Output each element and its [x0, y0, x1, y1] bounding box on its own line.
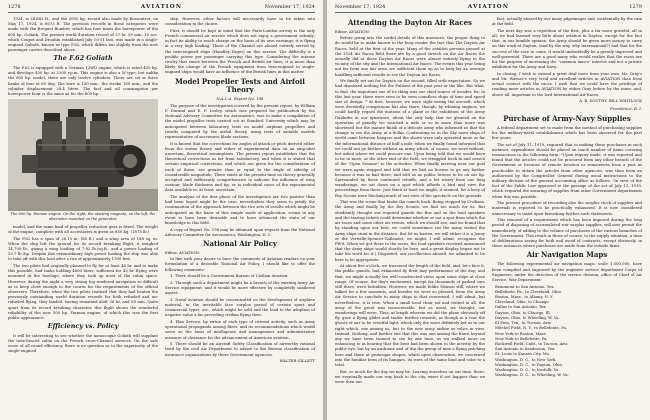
body-paragraph: The next day was a repetition of the first, plus a far more grateful, all in all, we had learned very little about aviation in Dayton, except for the fact that, in our humble opinion, the Army should be given more money to carry on this work at Dayton, (and by the way, why International?) and that for the success of the race to come, it would undoubtedly be a greatly improved and well-governed. There are a good many who would realize that the races are for the purpose of increasing the "common man's" interest and not a private exhibition for the Army and Navy.: [492, 27, 642, 70]
body-paragraph: The F.62 is equipped with a German 12WD engine, which is rated 400 hp. and develops 450 hp. at 2200 r.p.m. This engine is also a W type, but unlike the 600 hp. model, there are only twelve cylinders. There are set in three banks of four at 60 deg. The bore is 130 mm., the stroke 180 mm., and the cylinder displacement 28.4 liters. The fuel and oil consumption per horsepower hour is the same as for the 600 hp.: [8, 64, 158, 96]
body-paragraph: In closing, I wish to extend a great deal more from your own, Mr. Gray's and Mr. Warner's very vivid and excellent articles in AVIATION than from actual contact with the races. I wish that we could have the privilege of reading more articles in AVIATION by either Gray before by the inner, and, above all, important to the lord International Air Races.: [492, 70, 642, 97]
route-item: San Antonio to Sanderson, Tex.: [495, 346, 556, 352]
right-column-1: [335, 16, 485, 386]
article-title-propeller: Model Propeller Tests and Airfoil Theory: [175, 76, 305, 94]
route-item: St. Louis to Kansas City, Mo.: [495, 351, 551, 357]
article-title-dayton: Attending the Dayton Air Races: [348, 18, 472, 27]
engine-illustration: [8, 99, 158, 211]
article-title-maps: Air Navigation Maps: [526, 250, 608, 260]
body-paragraph: 2. Through such a department might be a breach of the existing Army Air Service equipment, and it would be more effective by completely sundered aspect.: [165, 279, 315, 296]
issue-date: November 17, 1924: [335, 4, 386, 10]
body-paragraph: The two pilots had originally planned to fly for at least 48 hr. and to make this possible, had tanks holding 4800 liters, sufficient for 45 hr. flying were mounted in the fuselage, where they took up most of the cabin space. However, during the night a very strong fog rendered navigation so difficult as to keep close enough to the course for the requirements of the official observers. Therefore, when the two pilots realized that they had beaten the previously outstanding world duration records for both refueled and un-refueled flying, they landed, having remained aloft 38 hr. and 59 min. Quite apart from its record breaking character, this flight shows the wonderful reliability of the new 500 hp. Farman engine, of which this was the first public appearance.: [8, 262, 158, 320]
route-item: New York to Bellefonte, Pa.: [495, 335, 548, 341]
route-item: Rockwell Field, Calif., to Tucson, Ariz.: [495, 340, 569, 346]
left-column-2: [165, 16, 315, 366]
route-item: Dayton, Ohio, to Wheeling, W. Va.: [495, 314, 560, 320]
photo-caption: The 600 hp. Farman engine. On the right, the starting magneto; on the left, the alternator mounted on the generator.: [10, 212, 156, 221]
body-paragraph: The act of July 11, 1919, required that in making these purchases in such instance, expenditure should be placed on much number of items covering transactions in the following form: "Upon inquiry made, it was reported and found that the articles could not be procured from any other branch of the Government or because of remote location or remoteness from a post as practicable to obtain the articles from other agencies, was then from an authorised by the Comptroller General during usual instructions to the military division of the general accounting office as follows: "In view of the fact of the Public Law approved to the passage of the act of July 11, 1919, which required the assuring of supplies from other Government departments when this was possible.: [492, 141, 642, 199]
body-paragraph: We finally set out for Dayton on the second, filled with expectation. So we had dismissed nothing but the Pulitzer of the past year or the like. But what, to find, the important one of its thing was our chief source of wonder, for, in this last year, there were seen to be seen countless ships of time and speed size of design. * At first, however, we were sight-seeing the aircraft, which were decidedly conspicuous but also there, though, by whining engines, we could hardly regard the motions of a plane or the exhibition of the Army Dunkirks in our ignorance, about the only help that we gleaned on the operation of penalty we watched a mile or so in more than more was shortened but the mature finish of a delicate army who informed us that the change to see the Army, at a dollar. Confronting us in the Sky more ships of world came between hangers and the shows were only operated more or far the informational distance of half a mile, when we finally found informed that we could not go further without an army, which, of course, we were without, but asked where we could procure one. Upon being told that we would have to be in more, at the other end of the field, we straggled back in and search of the "Open Sesame" to the activities. When finally arriving near our goal we were again stopped and told that we had no license to go any farther because it was so bad there, and told us no public license to be on our lip. Surrounded by these continued rebuffs, and a bit weary from our long wanderings, we sat down on a spot which affords a bird and view the proceedings from there. Just there at least we might, it seemed, for a bevy of Boy Scouts were blocking much of our view of the spectacle on the grounds.: [335, 78, 485, 198]
engine-photo: [8, 99, 158, 211]
body-paragraph: The analysis of the first phase of the investigation are two positive than had been hoped might be the case, nevertheless they seem to justify the continuation of the approach between the two sets of results which might be anticipated on the basis of this simple mode of application, seems in any event to have been desirable and to have advanced the state of our knowledge in this field.: [165, 194, 315, 226]
body-paragraph: A federal department set to made from the method of purchasing supplies for the military-naval establishment which has been observed for the past few years.: [492, 124, 642, 141]
body-paragraph: This removal of a requirement which has been imposed during the long period of disposing of accumulated war surplus supplies, will now permit the immediately, of adding to the volume of purchases of the various branches of the Government. This result in those of course, to the supply situation, a time of deliberations saving for both and avoid of contracts, except obviously, in those instances where purchases are made from the outside firms.: [492, 217, 642, 249]
article-title-policy: National Air Policy: [203, 239, 277, 249]
left-column-1: [8, 16, 158, 355]
body-paragraph: A copy of Report No. 196 may be obtained upon request from the National Advisory Committee for Aeronautics, Washington, D. C.: [165, 226, 315, 237]
intro-paragraph: 1924, is 24,682 ft., and the 5000 kg. record also made by Bossoutrot, on May 17, 1924, is 6673 ft. The previous records in these categories were made with the Breguet Bomber, which has four times the horsepower of the 600 hp. Goliath. The present world duration record of 37 hr. 59 min. 10 sec. which Coupet and Drouhin established July 10-11 last, was made in a single-engined Goliath, known as type F.62, which differs but slightly from the new passenger carrier described above.: [8, 16, 158, 53]
masthead: AVIATION: [140, 4, 183, 10]
body-paragraph: At about five o'clock, we traversed the length of the field, and, let's face it, the public guards, had exhausted by their lazy performance of the day; and that, we might actually see well-constructed views upon some ships at close range. Of course, the day's excitement, except for thousands of parked cars still there, were forbidden. However, we made Eddie Stinson still, where we talked for a few moments, and besides we were so pleased, from the Army Air Service to conclude to many ships to that concerned, I will admit, but nevertheless, it is true. When a small local chair sat and visited in all, the army of the great was inconceivable, but as usual, we thought, our wanderings will were. Thus, at length wherein we did the plane obviously off fly, gave a flying glider and trailer further rewards, as though in a tour the ghosts of our to be eventful light, which only the more definitely led us to our right which, one among us, but to the new army airline or relics in view. Instead, Nothing, and further one that this was one among the finest beyond any we have been trained to see by one time, as we walked more on enhancing to in hearing that the bent had been shown to the activity by the public eye, but by an airdrome and of the the group of men a flying patching here and there at grotesque shapes, which upon observation, we concerned into the familiar form of its hangars, its rows of the same kind and color to a total.: [335, 263, 485, 367]
section-heading-efficiency: Efficiency vs. Policy: [47, 322, 119, 331]
editor-salutation: Editor, AVIATION:: [335, 29, 370, 34]
report-number: N.A.C.A. Report No. 196: [216, 95, 264, 101]
issue-date: November 17, 1924: [264, 4, 315, 10]
route-item: Washington, D. C., to Norfolk, Va.: [495, 366, 560, 372]
body-paragraph: This was the scene that broke the camels back. Being stopped by Civilians, the Army and finally by the Boy Scouts, we find too much for us. But obediently thought our required guards the Bus and on the loud speakers and the startup tickets could determine whether or not a spot from which the air races and some other air events, which we should see, and we found that by standing upon our best, we could sometimes see the many visited the Army ships stunt in the distance. But let us hasten, we will either it is a Jenny or the Vertville-Spencer-Gallaudet, we might, I will admit, recognize the PW.8. When we got there to the races, the loud speakers received announced that the Army ships would shortly be here, and a great display began not to take his word for it.) Disgusted, our recollection aboard, we admitted to be here to be appropriate.: [335, 199, 485, 262]
letter-signature: WALTER GILLETT: [279, 358, 315, 364]
body-paragraph: But, so much for the day we may be. Leaving ourselves on our time, there, we eventually made our way back to the city, wiser if not happier than we were then out.: [335, 368, 485, 384]
body-paragraph: fact, actually aboard by our many pilgrimages and, incidentally by the rain at the field.: [492, 16, 642, 27]
route-item: Washington, D. C., to New York.: [495, 356, 557, 362]
body-paragraph: model, and the same kind of propeller reduction gear is fitted. The weight of the engine, complete with all accessories is given as 850 kg. (1873 lb.): [8, 223, 158, 234]
letter-signature: A. B. SOUTHY, BILL WHITLOCK: [579, 98, 642, 104]
right-page-header: [335, 3, 642, 13]
route-item: Washington, D. C., to Wheeling, W. Va.: [495, 372, 569, 378]
page-number: 1279: [629, 4, 642, 10]
body-paragraph: Before going into the sordid details of this massacre, the proper thing to do would be to make known to the busy reader the fact that The Dayton Air Races, held at the first of the year. Many of the aviation persons passed at the 1924 Air Races field there are by a good stretch on the Air Races the actually did at these Dayton Air Races were almost entirely flying in the vicinity of the city and the International Air Races. The events this year being not far from one fair area, we sufficient them up as to long lay an average handling sufficient results to see the Dayton Air Races.: [335, 35, 485, 77]
route-item: Boston, Mass., to Albany, N. Y.: [495, 294, 554, 300]
body-paragraph: The purpose of the investigation covered by the present report, by William F. Durand and E. P. Lesley, which was prepared for publication by the National Advisory Committee for Aeronautics, was to make a compilation of the model propeller tests carried out at Stanford University which may be anticipated between laboratory tests on model airplane propellers and results computed by the airfoil theory, using tests of suitable models representative of successive blade sections.: [165, 102, 315, 140]
masthead: AVIATION: [467, 4, 510, 10]
editor-salutation: Editor, AVIATION:: [165, 250, 200, 256]
route-item: Dallas to San Antonio, Tex.: [495, 304, 547, 310]
left-page: [0, 0, 323, 420]
section-heading-goliath: The F.62 Goliath: [53, 54, 113, 63]
body-paragraph: ship. However, other factors will necessarily have to be taken into consideration in the choice.: [165, 16, 315, 27]
route-item: Mitchel Field, N. Y., to Bellefonte, Pa.: [495, 325, 568, 331]
letter-location: Providence, R. I.: [610, 106, 642, 112]
page-number: 1278: [8, 4, 21, 10]
route-item: Washington, D. C., to Dayton, Ohio.: [495, 361, 564, 367]
right-column-2: [492, 16, 642, 377]
body-paragraph: It is known that the corrections for angles of attack or pitch derived either from the vortex theory and either of experimental data on an emp-ubet uncertain, theoretical assumptions. The present report establishes that the theoretical corrections as far from satisfactory, and when it is stated that certain empirical corrections, and which are given for the consideration of each of these, are greater than or equal to the angle of sideslip of considerable magnitude. There exists at the present time no theory generally accepted and sufficiently comprehensive to indicate the influence of wing contour, blade thickness and tip, or to individual cases of the experimental data available in, at least, uncertain.: [165, 140, 315, 193]
body-paragraph: The present procedure of recording also the surplus stock of supplies and materials is reported to be practically exhausted. It is now considered unnecessary to insist upon furnishing further such statements.: [492, 200, 642, 216]
body-paragraph: 1. There should be a Government Bureau of Civilian Aviation.: [170, 273, 289, 279]
route-item: Beaumont to San Antonio, Tex.: [495, 283, 555, 289]
route-item: El Paso, Tex., to Tucson, Ariz.: [495, 320, 552, 326]
body-paragraph: First, it should be kept in mind that the Paris-London airway is the only French commercial air service which does not enjoy a government subsidy; in fact its ability to reach charge on the basis of its own earnings; it is flying at a very high loading. Those of the Channel are almost entirely served by the twin-engined ships (Handley Pages) on this service. The difficulty is a prolific power per passenger carrying this type. Considering the intense rivalry that exists between the French and British air lines, it is more than likely the change of the French equipment from twin-engined to single-engined ships would have an influence of the British lines in this matter.: [165, 27, 315, 75]
route-item: New York to Boston, Mass.: [495, 330, 547, 336]
body-paragraph: 3. Naval aviation should be concentrated on the development of airplane material, in the inevitable face surplus period of certain sport and commercial types, etc., which might be sold and the lead to the adoption of negative value a far preceding civilian flying then.: [165, 296, 315, 318]
route-item: Dayton, Ohio, to Chicago, Ill.: [495, 309, 551, 315]
route-list: [492, 284, 642, 378]
right-page: [327, 0, 650, 420]
body-paragraph: It will be interesting to see whether the monocoque Goliath will supplant the tube-braced cabin on the French cross-Channel services. On the safe score of all round efficiency, there is no question as to the superiority of the single-engined: [8, 332, 158, 354]
body-paragraph: The following experimental air navigation maps, scale 1:500,000, have been compiled and engraved by the engineer service department Corps of Engineers, under the direction of the service division, office of Chief of Air Service, War Department:: [492, 261, 642, 283]
route-item: Bellefonte, Pa., to Cleveland, Ohio.: [495, 288, 563, 294]
body-paragraph: In line with your desire to have the comments of Aviation readers on your formulation of a desirable National Air Policy, I should like to offer the following comments:: [165, 256, 315, 272]
body-paragraph: 4. Plan Service, by virtue of each type of current activity, such as Army operational propaganda among fliers, and its recommendations which would serve as the basis of intelligence and management and administrative measure of clearance for the advancement of American aviation.: [165, 319, 315, 340]
article-title-purchase: Purchase of Army-Navy Supplies: [503, 113, 631, 123]
left-page-header: [8, 3, 315, 13]
body-paragraph: The F.62 has a span of 26.15 m. (86 ft.) and a wing area of 188 sq. m. When the ship left the ground for its record breaking flight, it weighed 14,700 lb., giving a wing loading of 7.82 lb./sq.ft., and a power loading of 32.7 lb./hp. Despite this extraordinary high power loading the ship was able to take off with this load after a run of approximately 1300 feet.: [8, 235, 158, 262]
body-paragraph: 5. There should be an Aircraft Safety Classification of airworthy rational tried by the civil Air Department to advise to the Bureau classification of insurance organizations by these Government agencies.: [165, 341, 315, 357]
route-item: Cleveland, Ohio, to Chicago.: [495, 299, 550, 305]
